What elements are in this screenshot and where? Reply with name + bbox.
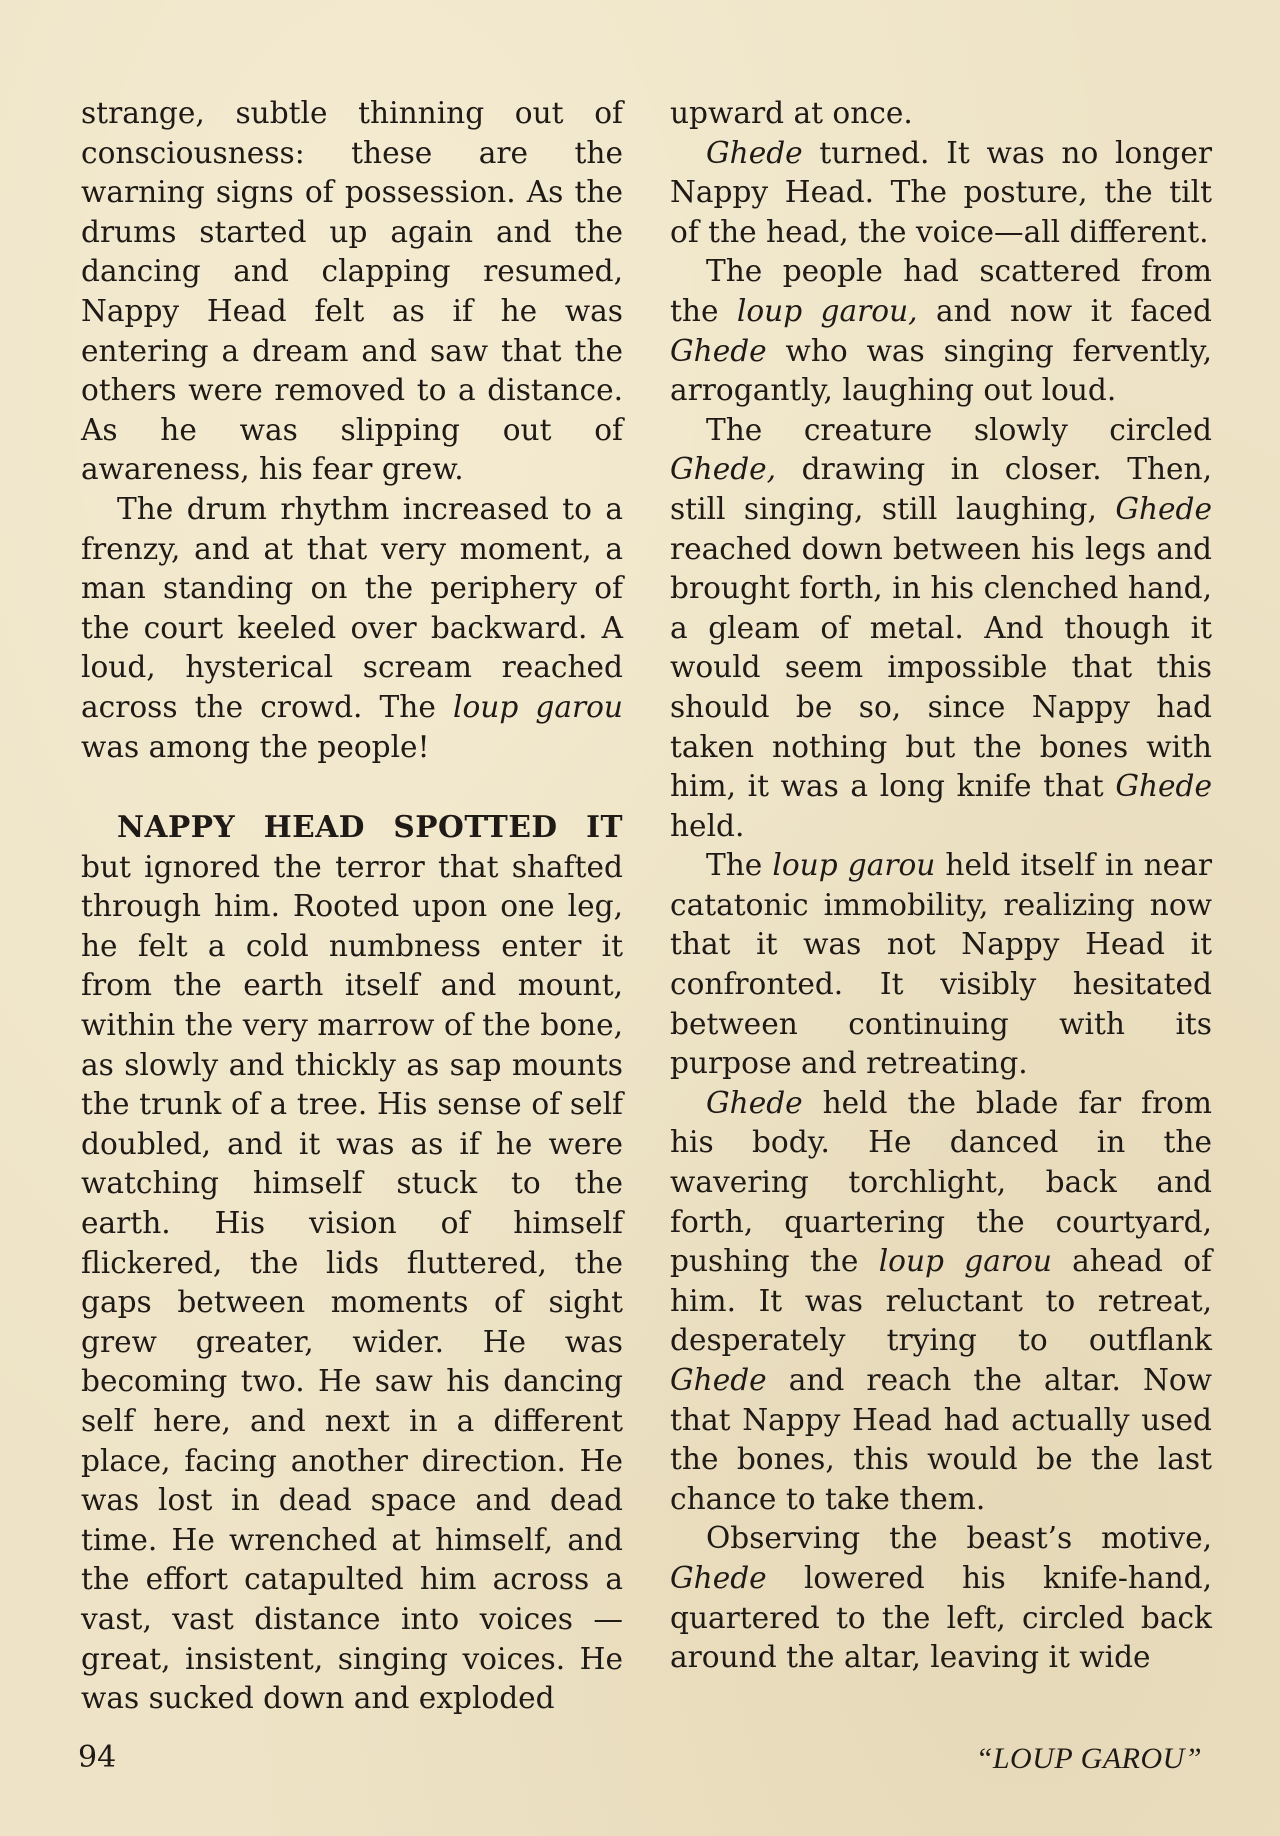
paragraph: upward at once. [670,96,913,130]
running-title: “LOUP GAROU” [975,1742,1202,1775]
paragraph: The drum rhythm increased to a frenzy, and at that very moment, a man standing on the periphery of the court keeled over backward. A loud, hysterical scream reached across the crowd. The loup garou was among the people! [81,491,623,764]
page-number: 94 [78,1740,117,1775]
left-column [81,94,623,1719]
paragraph: The creature slowly circled Ghede, drawing in closer. Then, still singing, still laughing, Ghede reached down between his legs and brought forth, in his clenched hand, a gleam of metal. And though it would seem impossible that this should be so, since Nappy had taken nothing but the bones with him, it was a long knife that Ghede held. [670,412,1212,843]
paragraph: The people had scattered from the loup garou, and now it faced Ghede who was singing fervently, arrogantly, laughing out loud. [670,254,1213,408]
paragraph: The loup garou held itself in near catatonic immobility, realizing now that it was not Nappy Head it confronted. It visibly hesitated between continuing with its purpose and retreating. [670,848,1212,1081]
paragraph: Observing the beast’s motive, Ghede lowered his knife-hand, quartered to the left, circled back around the altar, leaving it wide [670,1521,1212,1675]
paragraph: strange, subtle thinning out of consciousness: these are the warning signs of possession. As the drums started up again and the dancing and clapping resumed, Nappy Head felt as if he was entering a dream and saw that the others were removed to a distance. As he was slipping out of awareness, his fear grew. [81,96,623,487]
right-column [670,94,1212,1678]
paragraph: Ghede turned. It was no longer Nappy Head. The posture, the tilt of the head, the voice—all different. [670,135,1212,249]
paragraph: Ghede held the blade far from his body. He danced in the wavering torchlight, back and forth, quartering the courtyard, pushing the loup garou ahead of him. It was reluctant to retreat, desperately trying to outflank Ghede and reach the altar. Now that Nappy Head had actually used the bones, this would be the last chance to take them. [670,1085,1212,1516]
section-subhead: NAPPY HEAD SPOTTED IT [117,809,623,845]
paragraph: NAPPY HEAD SPOTTED IT but ignored the terror that shafted through him. Rooted upon one leg, he felt a cold numbness enter it from the earth itself and mount, within the very marrow of the bone, as slowly and thickly as sap mounts the trunk of a tree. His sense of self doubled, and it was as if he were watching himself stuck to the earth. His vision of himself flickered, the lids fluttered, the gaps between moments of sight grew greater, wider. He was becoming two. He saw his dancing self here, and next in a different place, facing another direction. He was lost in dead space and dead time. He wrenched at himself, and the effort catapulted him across a vast, vast distance into voices —great, insistent, singing voices. He was sucked down and exploded [81,809,623,1716]
